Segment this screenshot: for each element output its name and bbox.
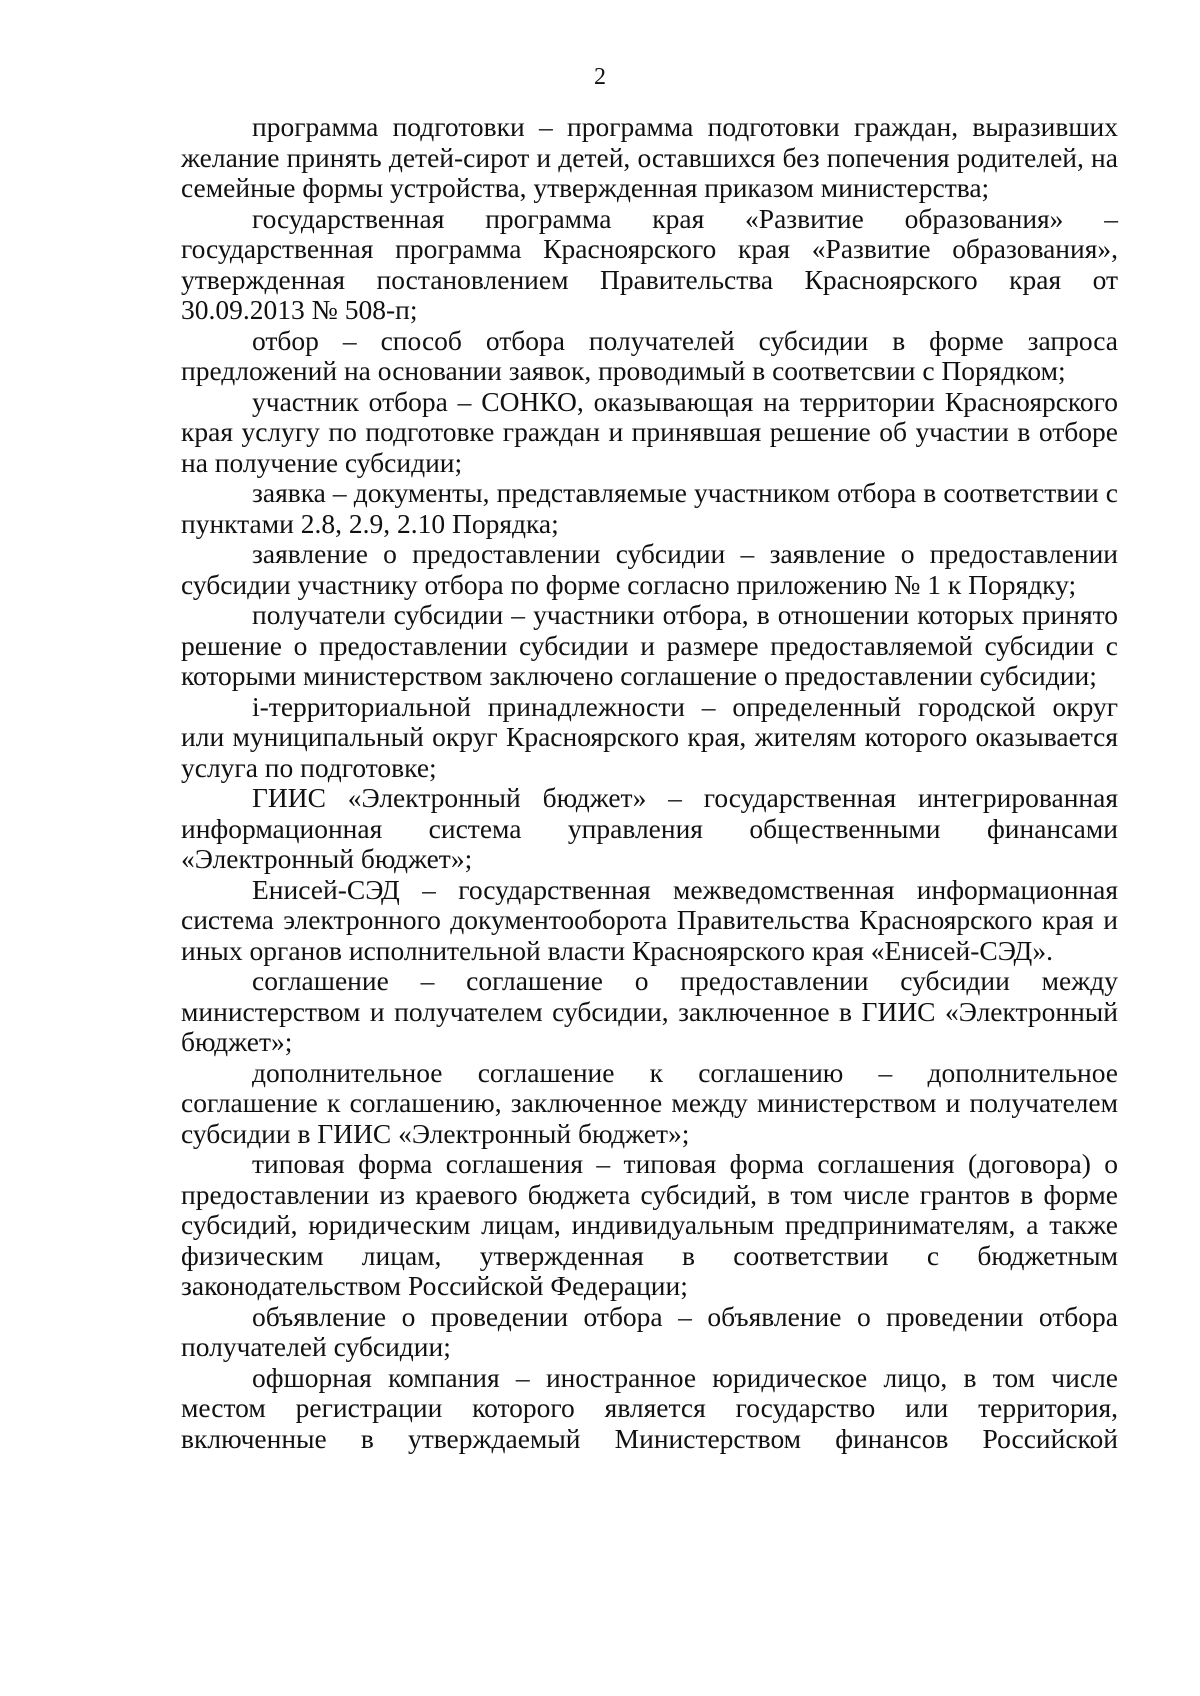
paragraph-offshore: офшорная компания – иностранное юридическое лицо, в том числе местом регистрации которого является государство или территория, включенные в утверждаемый Министерством финансов Российской (181, 1361, 1118, 1454)
paragraph-additional-agreement: дополнительное соглашение к соглашению – дополнительное соглашение к соглашению, заключенное между министерством и получателем субсидии в ГИИС «Электронный бюджет»; (181, 1056, 1118, 1149)
paragraph-territorial: i-территориальной принадлежности – определенный городской округ или муниципальный округ Красноярского края, жителям которого оказывается услуга по подготовке; (181, 690, 1118, 783)
paragraph-enisei-sed: Енисей-СЭД – государственная межведомственная информационная система электронного документооборота Правительства Красноярского края и иных органов исполнительной власти Красноярского края «Енисей-СЭД». (181, 873, 1118, 966)
paragraph-selection: отбор – способ отбора получателей субсидии в форме запроса предложений на основании заявок, проводимый в соответсвии с Порядком; (181, 324, 1118, 386)
document-body (181, 112, 1118, 1454)
paragraph-subsidy-request: заявление о предоставлении субсидии – заявление о предоставлении субсидии участнику отбора по форме согласно приложению № 1 к Порядку; (181, 538, 1118, 600)
page-number: 2 (594, 64, 606, 90)
paragraph-training-program: программа подготовки – программа подготовки граждан, выразивших желание принять детей-сирот и детей, оставшихся без попечения родителей, на семейные формы устройства, утвержденная приказом министерства; (181, 111, 1118, 203)
paragraph-application: заявка – документы, представляемые участником отбора в соответствии с пунктами 2.8, 2.9, 2.10 Порядка; (181, 477, 1118, 539)
paragraph-state-program: государственная программа края «Развитие образования» – государственная программа Красноярского края «Развитие образования», утвержденная постановлением Правительства Красноярского края от 30.09.2013 № 508-п; (181, 202, 1118, 325)
paragraph-agreement: соглашение – соглашение о предоставлении субсидии между министерством и получателем субсидии, заключенное в ГИИС «Электронный бюджет»; (181, 965, 1118, 1057)
paragraph-participant: участник отбора – СОНКО, оказывающая на территории Красноярского края услугу по подготовке граждан и принявшая решение об участии в отборе на получение субсидии; (181, 385, 1118, 478)
paragraph-recipients: получатели субсидии – участники отбора, в отношении которых принято решение о предоставлении субсидии и размере предоставляемой субсидии с которыми министерством заключено соглашение о предоставлении субсидии; (181, 599, 1118, 691)
paragraph-announcement: объявление о проведении отбора – объявление о проведении отбора получателей субсидии; (181, 1300, 1118, 1362)
paragraph-standard-form: типовая форма соглашения – типовая форма соглашения (договора) о предоставлении из краевого бюджета субсидий, в том числе грантов в форме субсидий, юридическим лицам, индивидуальным предпринимателям, а также физическим лицам, утвержденная в соответствии с бюджетным законодательством Российской Федерации; (181, 1148, 1118, 1301)
paragraph-giis: ГИИС «Электронный бюджет» – государственная интегрированная информационная система управления общественными финансами «Электронный бюджет»; (181, 782, 1118, 874)
